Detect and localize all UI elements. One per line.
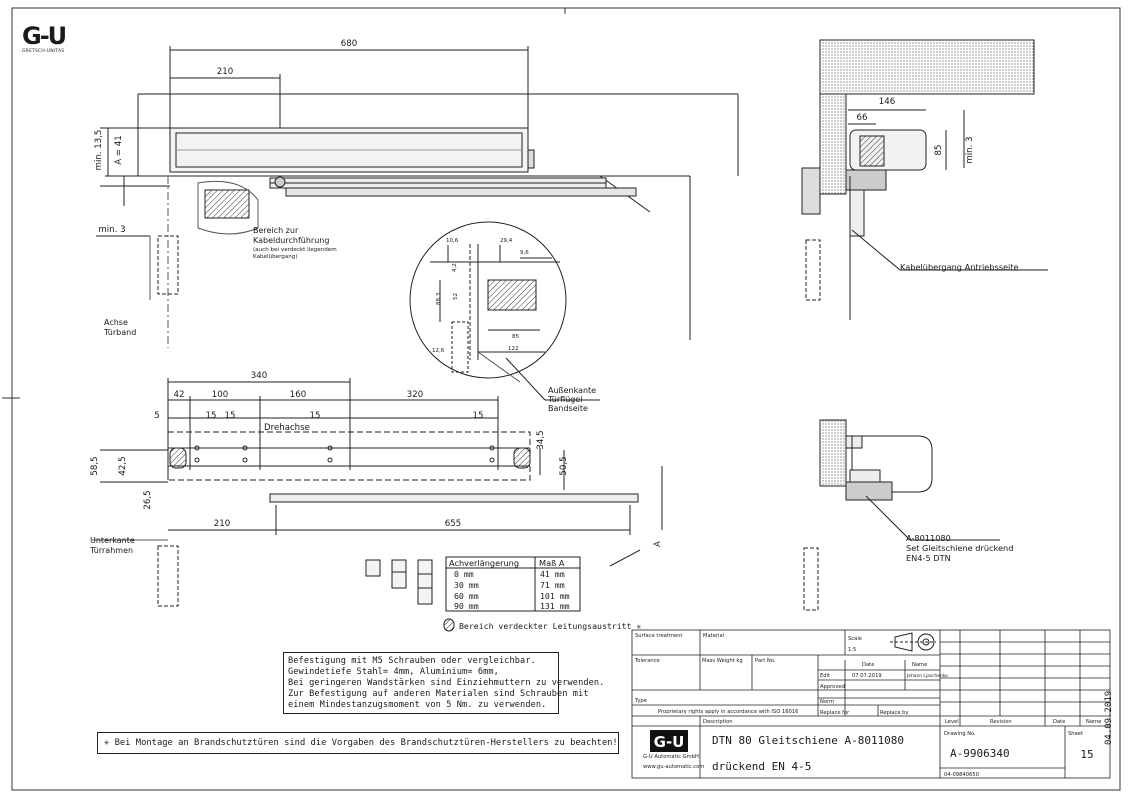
tb-date-label: Date [862,662,875,668]
note-line: Gewindetiefe Stahl= 4mm, Aluminium= 6mm, [288,667,499,677]
unterkante-line1: Unterkante [90,536,135,545]
axle-row1-c1: 71 mm [540,580,565,590]
tb-scale: 1:5 [848,647,857,653]
note-line: Befestigung mit M5 Schrauben oder vergleichbar. [288,656,536,666]
part-line2: Set Gleitschiene drückend [906,543,1014,553]
unterkante-line2: Türrahmen [90,546,134,555]
tb-surface: Surface treatment [635,633,683,639]
tb-edit-name: Johann Ljaschenko [907,674,948,679]
title-block-projection-symbol [890,633,936,651]
dim-a: A [653,541,663,547]
kabeluebergang-label: Kabelübergang Antriebsseite [900,262,1019,272]
axle-header-1: Maß A [539,558,565,568]
tb-web: www.gu-automatic.com [643,764,705,770]
tb-company: G-U Automatic GmbH [643,754,699,760]
tb-level: Level [945,719,959,725]
bereich-line1: Bereich zur [253,226,299,235]
dim-100: 100 [211,390,229,400]
axle-row0-c0: 0 mm [454,569,474,579]
detail-52: 52 [453,293,459,300]
dim-340: 340 [250,371,268,381]
detail-4-2: 4,2 [452,263,458,272]
tb-tolerance: Tolerance [635,658,660,664]
dim-160: 160 [289,390,307,400]
dim-58-5: 58,5 [90,456,100,476]
axle-row0-c1: 41 mm [540,569,565,579]
achse-line1: Achse [104,318,128,327]
tb-file: 04-09840650 [944,772,979,778]
detail-9-6: 9,6 [520,250,529,256]
dim-146: 146 [878,97,896,107]
drehachse-label: Drehachse [264,423,310,433]
dim-42: 42 [173,390,185,400]
brand-logo [22,24,70,54]
tb-norm: Norm [820,699,835,705]
dim-680: 680 [340,39,358,49]
fire-door-note: ✳ Bei Montage an Brandschutztüren sind die Vorgaben des Brandschutztüren-Herstellers zu beachten! [97,732,619,754]
dim-210-bottom: 210 [213,519,231,529]
tb-edit-date: 07.07.2019 [852,673,882,679]
dim-50-5: 50,5 [559,456,569,476]
dim-15-a: 15 [205,411,217,421]
axle-legend: Bereich verdeckter Leitungsaustritt ✳ [459,621,642,631]
detail-122: 122 [508,346,519,352]
tb-name2: Name [1086,719,1102,725]
title-block [632,630,1110,778]
axle-row3-c0: 90 mm [454,601,479,611]
tb-desc-line1: DTN 80 Gleitschiene A-8011080 [712,734,905,747]
logo-subtitle: GRETSCH-UNITAS [22,49,65,54]
tb-rights: Proprietary rights apply in accordance with ISO 16016 [658,709,799,715]
aussenkante-line1: Außenkante [548,386,597,395]
note-line: Zur Befestigung auf anderen Materialen sind Schrauben mit [288,689,589,699]
tb-name-label: Name [912,662,928,668]
tb-sheet-label: Sheet [1068,731,1083,737]
dim-a-41: A = 41 [114,135,124,165]
achse-line2: Türband [104,328,137,337]
tb-desc-line2: drückend EN 4-5 [712,760,812,773]
tb-approved: Approved [820,684,845,690]
detail-12-6: 12,6 [432,348,445,354]
dim-min-3-right: min. 3 [965,136,975,164]
axle-row3-c1: 131 mm [540,601,570,611]
part-line3: EN4-5 DTN [906,553,951,563]
tb-replace-by: Replace by [880,710,909,716]
tb-logo-text: G-U [653,733,685,751]
tb-description-label: Description [703,719,733,725]
axle-header-0: Achverlängerung [449,558,520,568]
axle-row2-c1: 101 mm [540,591,570,601]
tb-revision: Revision [990,719,1012,725]
dim-15-b: 15 [224,411,236,421]
tb-date2: Date [1053,719,1066,725]
tb-drawing-no: A-9906340 [950,747,1010,760]
detail-85: 85 [512,334,519,340]
dim-15-c: 15 [309,411,321,421]
dim-15-d: 15 [472,411,484,421]
footer-date: 04.09.2019 [1104,690,1114,745]
bereich-line3: (auch bei verdeckt liegendem [253,247,337,253]
tb-replace-for: Replace for [820,710,850,716]
dim-5: 5 [154,411,160,421]
part-line1: A-8011080 [906,533,951,543]
tb-mass: Mass Weight kg [702,658,743,664]
tb-drawing-label: Drawing No. [944,731,976,737]
mounting-notes [283,652,605,714]
dim-85: 85 [934,144,944,156]
detail-10-6: 10,6 [446,238,459,244]
bereich-line4: Kabelübergang) [253,254,298,260]
dim-66: 66 [856,113,868,123]
axle-row1-c0: 30 mm [454,580,479,590]
side-view-bottom [804,420,1000,610]
dim-min-13-5: min. 13,5 [94,129,104,171]
axle-row2-c0: 60 mm [454,591,479,601]
tb-material: Material [703,633,725,639]
dim-42-5: 42,5 [118,456,128,476]
side-view-top [802,40,1048,320]
tb-edit: Edit [820,673,831,679]
axle-icons [366,560,432,604]
tb-sheet: 15 [1080,748,1094,761]
detail-29-4: 29,4 [500,238,513,244]
dim-655: 655 [444,519,462,529]
aussenkante-line3: Bandseite [548,404,588,413]
detail-88-3: 88,3 [436,292,442,305]
note-line: Bei geringeren Wandstärken sind Einziehmuttern zu verwenden. [288,678,605,688]
dim-26-5: 26,5 [143,490,153,510]
axle-table [444,557,641,631]
top-view [96,46,738,348]
dim-34-5: 34,5 [536,430,546,450]
tb-scale-label: Scale [848,636,862,642]
bereich-line2: Kabeldurchführung [253,236,330,245]
tb-type: Type [635,698,647,704]
aussenkante-line2: Türflügel [548,395,583,404]
dim-320: 320 [406,390,424,400]
logo-text: G-U [22,22,66,50]
tb-part-no: Part No. [755,658,776,664]
dim-min-3-left: min. 3 [98,225,126,235]
note-line: einem Mindestanzugsmoment von 5 Nm. zu verwenden. [288,700,547,710]
detail-circle [410,222,600,400]
dim-210-top: 210 [216,67,234,77]
